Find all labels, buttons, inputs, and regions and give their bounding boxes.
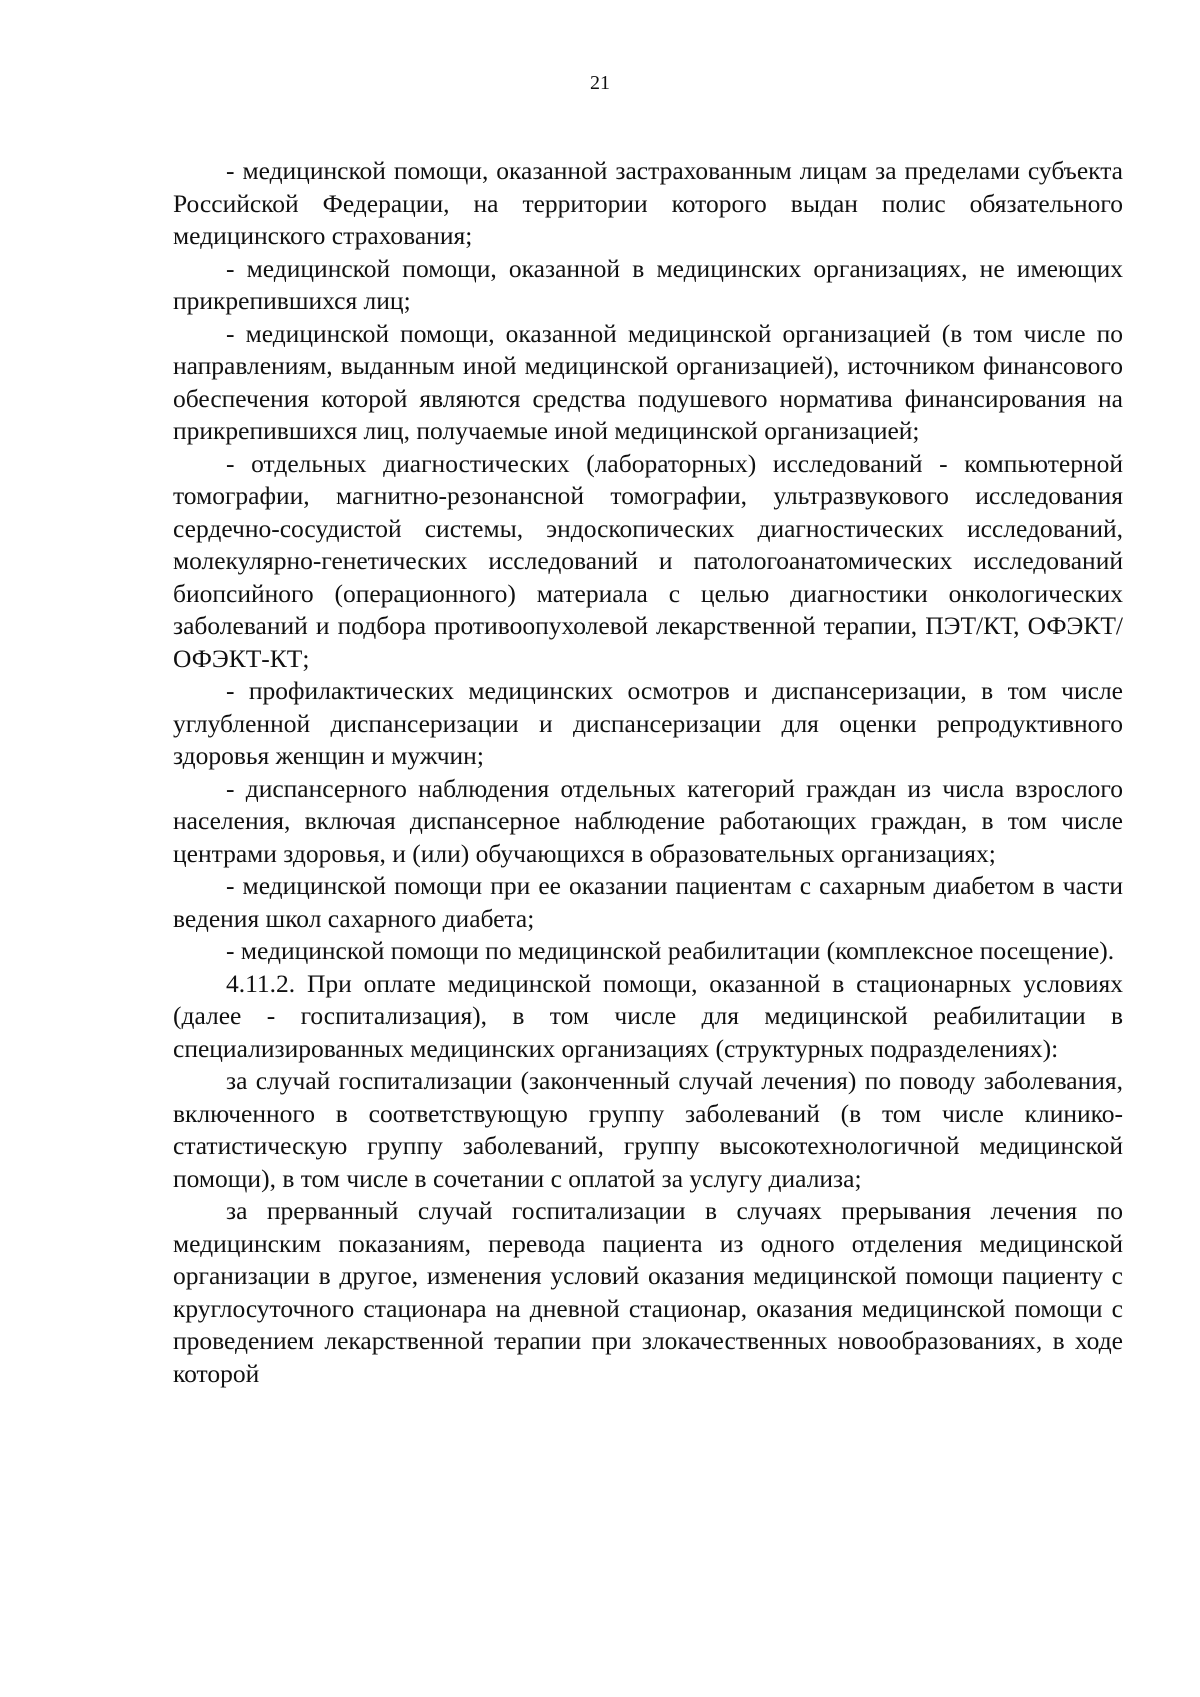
paragraph-11: за прерванный случай госпитализации в случаях прерывания лечения по медицинским показаниям, перевода пациента из одного отделения медицинской организации в другое, изменения условий оказания медицинской помощи пациенту с круглосуточного стационара на дневной стационар, оказания медицинской помощи с проведением лекарственной терапии при злокачественных новообразованиях, в ходе которой (173, 1196, 1123, 1388)
paragraph-10: за случай госпитализации (законченный случай лечения) по поводу заболевания, включенного в соответствующую группу заболеваний (в том числе клинико-статистическую группу заболеваний, группу высокотехнологичной медицинской помощи), в том числе в сочетании с оплатой за услугу диализа; (173, 1066, 1123, 1193)
paragraph-6: - диспансерного наблюдения отдельных категорий граждан из числа взрослого населения, включая диспансерное наблюдение работающих граждан, в том числе центрами здоровья, и (или) обучающихся в образовательных организациях; (173, 773, 1123, 868)
paragraph-3: - медицинской помощи, оказанной медицинской организацией (в том числе по направлениям, выданным иной медицинской организацией), источником финансового обеспечения которой являются средства подушевого норматива финансирования на прикрепившихся лиц, получаемые иной медицинской организацией; (173, 318, 1123, 445)
document-body (173, 155, 1123, 1390)
paragraph-7: - медицинской помощи при ее оказании пациентам с сахарным диабетом в части ведения школ сахарного диабета; (173, 871, 1123, 933)
paragraph-9: 4.11.2. При оплате медицинской помощи, оказанной в стационарных условиях (далее - госпитализация), в том числе для медицинской реабилитации в специализированных медицинских организациях (структурных подразделениях): (173, 968, 1123, 1063)
paragraph-2: - медицинской помощи, оказанной в медицинских организациях, не имеющих прикрепившихся лиц; (173, 253, 1123, 315)
paragraph-1: - медицинской помощи, оказанной застрахованным лицам за пределами субъекта Российской Федерации, на территории которого выдан полис обязательного медицинского страхования; (173, 156, 1123, 250)
paragraph-5: - профилактических медицинских осмотров и диспансеризации, в том числе углубленной диспансеризации и диспансеризации для оценки репродуктивного здоровья женщин и мужчин; (173, 676, 1123, 770)
page-number: 21 (590, 72, 610, 94)
paragraph-8: - медицинской помощи по медицинской реабилитации (комплексное посещение). (226, 936, 1115, 965)
paragraph-4: - отдельных диагностических (лабораторных) исследований - компьютерной томографии, магнитно-резонансной томографии, ультразвукового исследования сердечно-сосудистой системы, эндоскопических диагностических исследований, молекулярно-генетических исследований и патологоанатомических исследований биопсийного (операционного) материала с целью диагностики онкологических заболеваний и подбора противоопухолевой лекарственной терапии, ПЭТ/КТ, ОФЭКТ/ОФЭКТ-КТ; (173, 448, 1123, 673)
